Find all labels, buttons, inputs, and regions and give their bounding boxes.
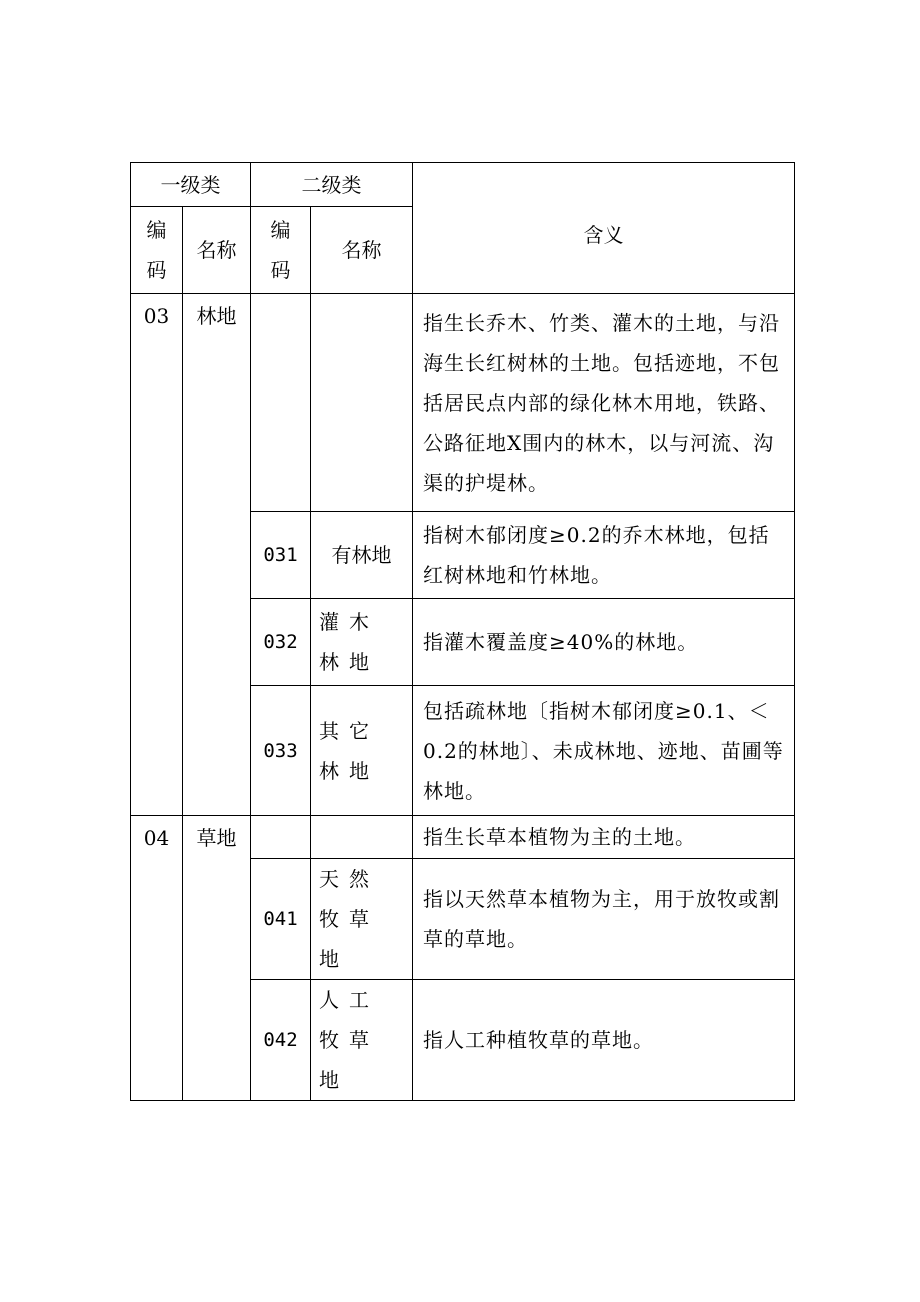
level2-code-cell xyxy=(251,294,311,512)
level1-header: 一级类 xyxy=(131,163,251,207)
level2-code-header xyxy=(251,207,311,294)
table-row xyxy=(131,816,795,859)
level2-code-cell xyxy=(251,816,311,859)
code-header-char-1: 编 xyxy=(270,218,291,242)
level2-name-cell: 人工牧草地 xyxy=(311,980,413,1101)
meaning-cell: 指树木郁闭度≥0.2的乔木林地，包括红树林地和竹林地。 xyxy=(413,512,795,599)
level2-code-cell: 031 xyxy=(251,512,311,599)
meaning-cell: 指灌木覆盖度≥40%的林地。 xyxy=(413,599,795,686)
header-row-1 xyxy=(131,163,795,207)
meaning-header xyxy=(413,163,795,294)
level1-name-cell: 林地 xyxy=(183,294,251,816)
level2-name-cell: 有林地 xyxy=(311,512,413,599)
level2-code-cell: 033 xyxy=(251,686,311,816)
level2-header: 二级类 xyxy=(251,163,413,207)
code-header-char-1: 编 xyxy=(146,218,167,242)
level2-name-cell: 天然牧草地 xyxy=(311,859,413,980)
meaning-cell: 指以天然草本植物为主，用于放牧或割草的草地。 xyxy=(413,859,795,980)
level2-name-cell xyxy=(311,294,413,512)
level2-code-cell: 041 xyxy=(251,859,311,980)
table-row xyxy=(131,294,795,512)
meaning-header-label: 含义 xyxy=(583,223,624,247)
meaning-cell: 指生长乔木、竹类、灌木的土地，与沿海生长红树林的土地。包括迹地，不包括居民点内部的绿化林木用地，铁路、公路征地X围内的林木，以与河流、沟渠的护堤林。 xyxy=(413,294,795,512)
level1-name-cell: 草地 xyxy=(183,816,251,1101)
level2-name-cell: 灌木林地 xyxy=(311,599,413,686)
meaning-cell: 指生长草本植物为主的土地。 xyxy=(413,816,795,859)
level2-code-cell: 032 xyxy=(251,599,311,686)
meaning-cell: 指人工种植牧草的草地。 xyxy=(413,980,795,1101)
meaning-cell: 包括疏林地〔指树木郁闭度≥0.1、＜0.2的林地〕、未成林地、迹地、苗圃等林地。 xyxy=(413,686,795,816)
level1-code-header xyxy=(131,207,183,294)
level2-code-cell: 042 xyxy=(251,980,311,1101)
level1-code-cell: 04 xyxy=(131,816,183,1101)
land-use-classification-table xyxy=(130,162,795,1101)
level1-code-cell: 03 xyxy=(131,294,183,816)
code-header-char-2: 码 xyxy=(270,258,291,282)
level2-name-cell: 其它林地 xyxy=(311,686,413,816)
level1-name-header: 名称 xyxy=(183,207,251,294)
level2-name-cell xyxy=(311,816,413,859)
level2-name-header: 名称 xyxy=(311,207,413,294)
code-header-char-2: 码 xyxy=(146,258,167,282)
